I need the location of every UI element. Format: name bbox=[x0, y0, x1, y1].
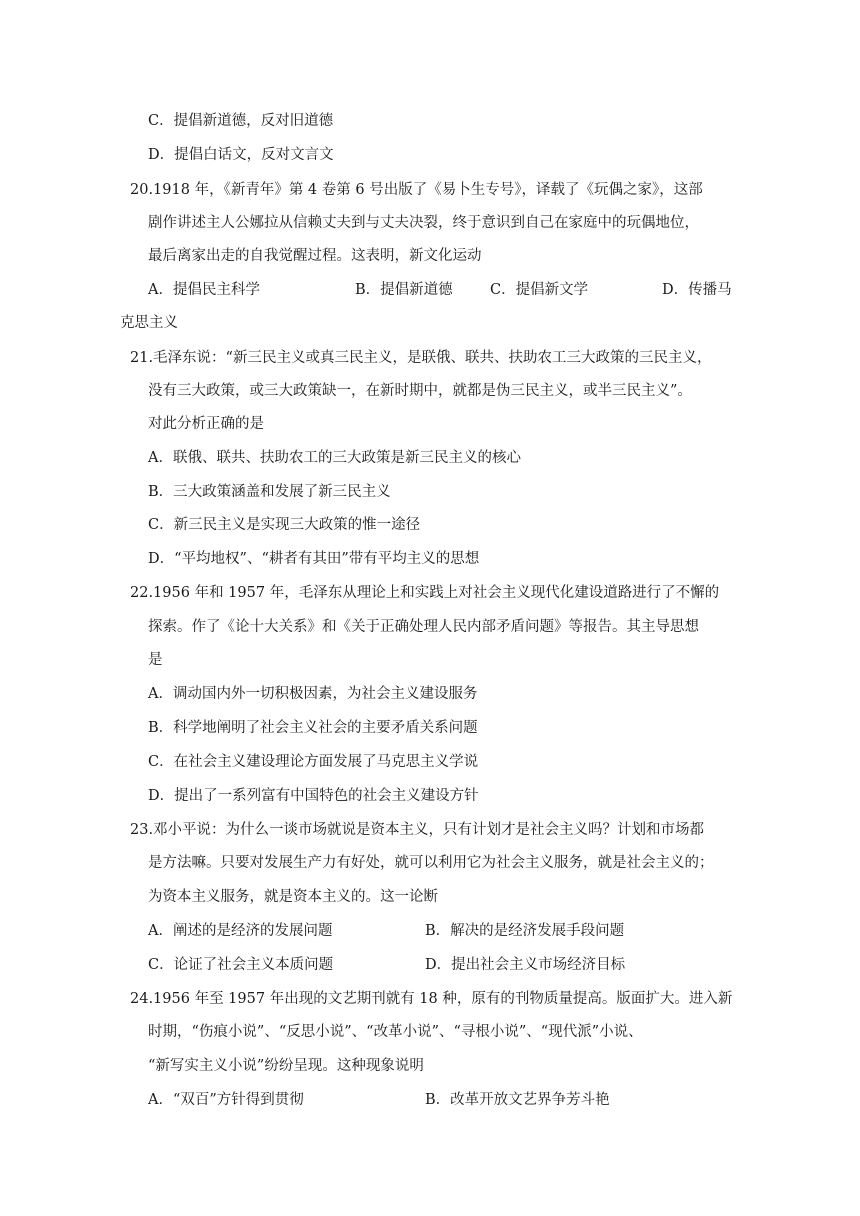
q24-stem-line-2: 时期，“伤痕小说”、“反思小说”、“改革小说”、“寻根小说”、“现代派”小说、 bbox=[148, 1024, 643, 1040]
q19-option-c: C．提倡新道德，反对旧道德 bbox=[148, 113, 334, 129]
q23-stem-line-3: 为资本主义服务，就是资本主义的。这一论断 bbox=[148, 889, 438, 905]
q19-option-d: D．提倡白话文，反对文言文 bbox=[148, 147, 334, 163]
q21-option-b: B．三大政策涵盖和发展了新三民主义 bbox=[148, 484, 391, 500]
q21-option-c: C．新三民主义是实现三大政策的惟一途径 bbox=[148, 517, 421, 533]
q24-option-a: A．“双百”方针得到贯彻 bbox=[148, 1092, 304, 1108]
q22-option-a: A．调动国内外一切积极因素，为社会主义建设服务 bbox=[148, 686, 478, 702]
q24-stem-line-1: 24.1956 年至 1957 年出现的文艺期刊就有 18 种，原有的刊物质量提高。版面扩大。进入新 bbox=[130, 991, 733, 1007]
q20-stem-line-3: 最后离家出走的自我觉醒过程。这表明，新文化运动 bbox=[148, 248, 482, 264]
q20-option-c: C．提倡新文学 bbox=[490, 282, 589, 298]
q20-option-d-line-1: D．传播马 bbox=[662, 282, 732, 298]
q24-option-b: B．改革开放文艺界争芳斗艳 bbox=[425, 1092, 610, 1108]
q23-option-d: D．提出社会主义市场经济目标 bbox=[425, 957, 626, 973]
q23-option-a: A．阐述的是经济的发展问题 bbox=[148, 923, 333, 939]
q22-stem-line-2: 探索。作了《论十大关系》和《关于正确处理人民内部矛盾问题》等报告。其主导思想 bbox=[148, 619, 699, 635]
q22-option-b: B．科学地阐明了社会主义社会的主要矛盾关系问题 bbox=[148, 720, 478, 736]
q22-stem-line-1: 22.1956 年和 1957 年，毛泽东从理论上和实践上对社会主义现代化建设道路进行了不懈的 bbox=[130, 585, 720, 601]
q23-stem-line-1: 23.邓小平说：为什么一谈市场就说是资本主义，只有计划才是社会主义吗？计划和市场都 bbox=[130, 822, 705, 838]
q20-stem-line-1: 20.1918 年，《新青年》第 4 卷第 6 号出版了《易卜生专号》，译载了《玩偶之家》，这部 bbox=[130, 182, 703, 198]
q22-option-c: C．在社会主义建设理论方面发展了马克思主义学说 bbox=[148, 754, 479, 770]
q23-stem-line-2: 是方法嘛。只要对发展生产力有好处，就可以利用它为社会主义服务，就是社会主义的； bbox=[148, 855, 714, 871]
q22-stem-line-3: 是 bbox=[148, 652, 163, 668]
q21-stem-line-3: 对此分析正确的是 bbox=[148, 416, 264, 432]
q24-stem-line-3: “新写实主义小说”纷纷呈现。这种现象说明 bbox=[148, 1058, 424, 1074]
q21-stem-line-1: 21.毛泽东说：“新三民主义或真三民主义，是联俄、联共、扶助农工三大政策的三民主义， bbox=[130, 350, 712, 366]
q20-option-a: A．提倡民主科学 bbox=[148, 282, 260, 298]
q20-stem-line-2: 剧作讲述主人公娜拉从信赖丈夫到与丈夫决裂，终于意识到自己在家庭中的玩偶地位， bbox=[148, 215, 699, 231]
q20-option-b: B．提倡新道德 bbox=[355, 282, 453, 298]
q23-option-c: C．论证了社会主义本质问题 bbox=[148, 957, 334, 973]
q23-option-b: B．解决的是经济发展手段问题 bbox=[425, 923, 625, 939]
q22-option-d: D．提出了一系列富有中国特色的社会主义建设方针 bbox=[148, 788, 479, 804]
q21-stem-line-2: 没有三大政策，或三大政策缺一，在新时期中，就都是伪三民主义，或半三民主义”。 bbox=[148, 383, 692, 399]
q21-option-a: A．联俄、联共、扶助农工的三大政策是新三民主义的核心 bbox=[148, 450, 521, 466]
q20-option-d-line-2: 克思主义 bbox=[120, 315, 178, 331]
q21-option-d: D．“平均地权”、“耕者有其田”带有平均主义的思想 bbox=[148, 551, 480, 567]
